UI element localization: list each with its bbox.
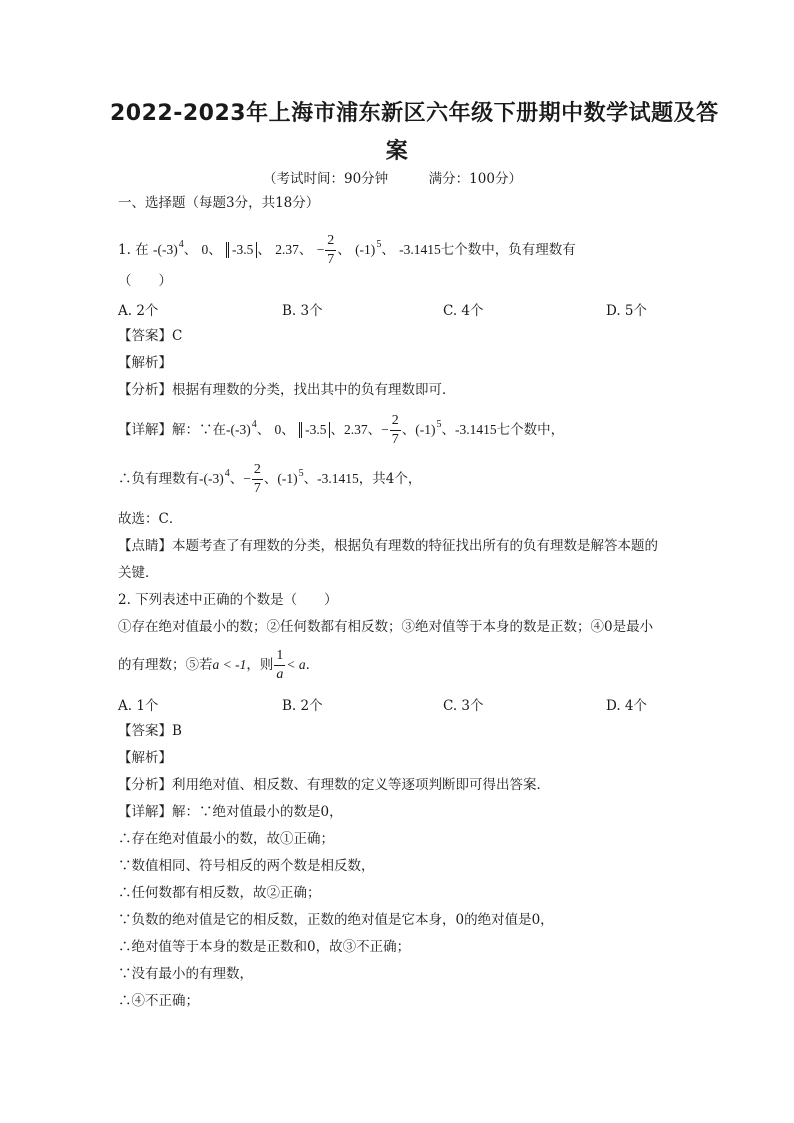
q2-detail-line: ∵数值相同、符号相反的两个数是相反数，: [118, 858, 375, 874]
q1-n-e1: [199, 468, 230, 486]
q1-sep: 、: [330, 422, 344, 438]
q1-expr-abs: [226, 242, 257, 258]
q1-sep: 、: [208, 242, 222, 258]
question-1-stem: [118, 230, 576, 272]
q1-conclusion: 故选：C．: [118, 511, 183, 527]
q2-detail-line: ∵负数的绝对值是它的相反数，正数的绝对值是它本身，0的绝对值是0，: [118, 912, 554, 928]
q1-e4: 2.37: [275, 242, 299, 257]
q1-d-e6-sup: 5: [436, 419, 442, 430]
q2-detail-line: ∴绝对值等于本身的数是正数和0，故③不正确；: [118, 939, 411, 955]
q1-minus: −: [316, 242, 325, 257]
q1-n-e6-sup: 5: [298, 468, 304, 479]
document-title-line1: 2022-2023年上海市浦东新区六年级下册期中数学试题及答: [110, 101, 719, 126]
q1-d-frac-den: 7: [391, 432, 399, 447]
q1-choice-b: B. 3个: [282, 303, 323, 319]
q2-line2-b: ，则: [246, 657, 274, 673]
q1-d-e4: 2.37: [343, 422, 368, 437]
q1-detail-prefix: 【详解】解：∵在: [118, 422, 226, 438]
q2-condition: a < -1: [212, 657, 247, 672]
q1-sep: 、: [337, 242, 351, 258]
q1-d-e6: (-1): [415, 422, 436, 437]
q1-e7: -3.1415: [399, 242, 441, 257]
q2-choice-c: C. 3个: [443, 698, 484, 714]
q1-sep: 、: [263, 471, 278, 487]
q1-d-e7: -3.1415: [454, 422, 497, 437]
q1-e2: 0: [201, 242, 209, 257]
q1-choice-c: C. 4个: [443, 303, 484, 319]
q2-answer: 【答案】B: [118, 723, 182, 739]
q1-d-e1-text: -(-3): [226, 422, 251, 437]
q1-n-e1-sup: 4: [224, 468, 230, 479]
q1-d-frac-num: 2: [391, 413, 399, 428]
q2-jiexi: 【解析】: [118, 750, 172, 766]
q1-detail-suffix: 七个数中，: [496, 422, 565, 438]
q2-fenxi: 【分析】利用绝对值、相反数、有理数的定义等逐项判断即可得出答案．: [118, 777, 550, 793]
q1-sep: 、: [229, 471, 244, 487]
q2-choice-b: B. 2个: [282, 698, 323, 714]
q1-d-e1: [226, 419, 257, 437]
q1-d-abs: [299, 422, 330, 438]
q2-statements-line2: [118, 645, 319, 685]
q2-choice-d: D. 4个: [606, 698, 648, 714]
q2-frac-den: a: [276, 667, 284, 682]
q1-sep: 、: [281, 422, 295, 438]
q2-detail-line: 【详解】解：∵绝对值最小的数是0，: [118, 804, 343, 820]
q1-e1: -(-3): [152, 242, 178, 257]
q1-dianjing-line1: 【点睛】本题考查了有理数的分类，根据负有理数的特征找出所有的负有理数是解答本题的: [118, 538, 658, 554]
q1-expr-pow: [355, 239, 382, 257]
q1-sep: 、: [256, 422, 271, 438]
q1-sep: 、: [367, 422, 382, 438]
q1-choice-a: A. 2个: [118, 303, 159, 319]
section-heading: 一、选择题（每题3分，共18分）: [118, 195, 320, 211]
q1-prefix: 1. 在: [118, 242, 149, 258]
q2-frac-num: 1: [276, 648, 284, 663]
q1-fraction: [325, 234, 336, 267]
q1-d-e3: -3.5: [305, 422, 327, 437]
q1-answer: 【答案】C: [118, 328, 183, 344]
q1-e6-sup: 5: [376, 239, 382, 250]
q1-sep: 、: [381, 242, 395, 258]
q2-fraction: [274, 649, 285, 682]
q1-sep: 、: [303, 471, 318, 487]
q1-n-e6: (-1): [277, 471, 298, 486]
q1-e3: -3.5: [232, 242, 254, 257]
q1-fenxi: 【分析】根据有理数的分类，找出其中的负有理数即可．: [118, 382, 456, 398]
q1-paren: （ ）: [118, 273, 172, 289]
question-2-stem: 2. 下列表述中正确的个数是（ ）: [118, 592, 338, 608]
q1-frac-num: 2: [327, 233, 335, 248]
q1-sep: 、: [257, 242, 271, 258]
q1-n-frac-num: 2: [253, 462, 261, 477]
q1-n-pow: [277, 468, 304, 486]
q2-detail-line: ∴④不正确；: [118, 993, 199, 1009]
q1-sep: 、: [401, 422, 416, 438]
q1-sep: 、: [183, 242, 198, 258]
q1-d-fraction: [390, 414, 401, 447]
q2-line2-end: ．: [305, 657, 320, 673]
q2-relation: < a: [286, 657, 306, 672]
document-title-line2: 案: [385, 139, 409, 164]
q1-neg-prefix: ∴负有理数有: [118, 471, 199, 487]
q1-d-minus: −: [381, 422, 389, 437]
q1-suffix: 七个数中，负有理数有: [440, 242, 576, 258]
q1-sep: 、: [441, 422, 455, 438]
q1-n-frac-den: 7: [253, 481, 261, 496]
q1-dianjing-line2: 关键．: [118, 565, 159, 581]
q1-frac-den: 7: [327, 252, 335, 267]
q1-jiexi: 【解析】: [118, 355, 172, 371]
q1-n-minus: −: [243, 471, 251, 486]
q1-n-e1-text: -(-3): [199, 471, 224, 486]
q1-sep: 、: [298, 242, 313, 258]
q1-negatives-line: [118, 459, 421, 501]
q2-detail-line: ∴存在绝对值最小的数，故①正确；: [118, 831, 334, 847]
exam-info: （考试时间：90分钟 满分：100分）: [263, 171, 522, 187]
q2-choice-a: A. 1个: [118, 698, 159, 714]
q1-choice-d: D. 5个: [606, 303, 648, 319]
q2-statements-line1: ①存在绝对值最小的数；②任何数都有相反数；③绝对值等于本身的数是正数；④0是最小: [118, 619, 654, 635]
q1-n-fraction: [252, 463, 263, 496]
q1-e6: (-1): [355, 242, 376, 257]
q1-d-e1-sup: 4: [251, 419, 257, 430]
q1-detail-line: [118, 410, 564, 452]
q1-n-e7: -3.1415: [317, 471, 359, 486]
q1-neg-suffix: ，共4个，: [358, 471, 422, 487]
q2-detail-line: ∴任何数都有相反数，故②正确；: [118, 885, 321, 901]
q1-e1-sup: 4: [178, 239, 184, 250]
q1-d-e2: 0: [274, 422, 282, 437]
q1-d-pow: [415, 419, 442, 437]
q2-detail-line: ∵没有最小的有理数，: [118, 966, 253, 982]
q1-expr-neg-pow: [152, 239, 184, 257]
q2-line2-a: 的有理数；⑤若: [118, 657, 213, 673]
